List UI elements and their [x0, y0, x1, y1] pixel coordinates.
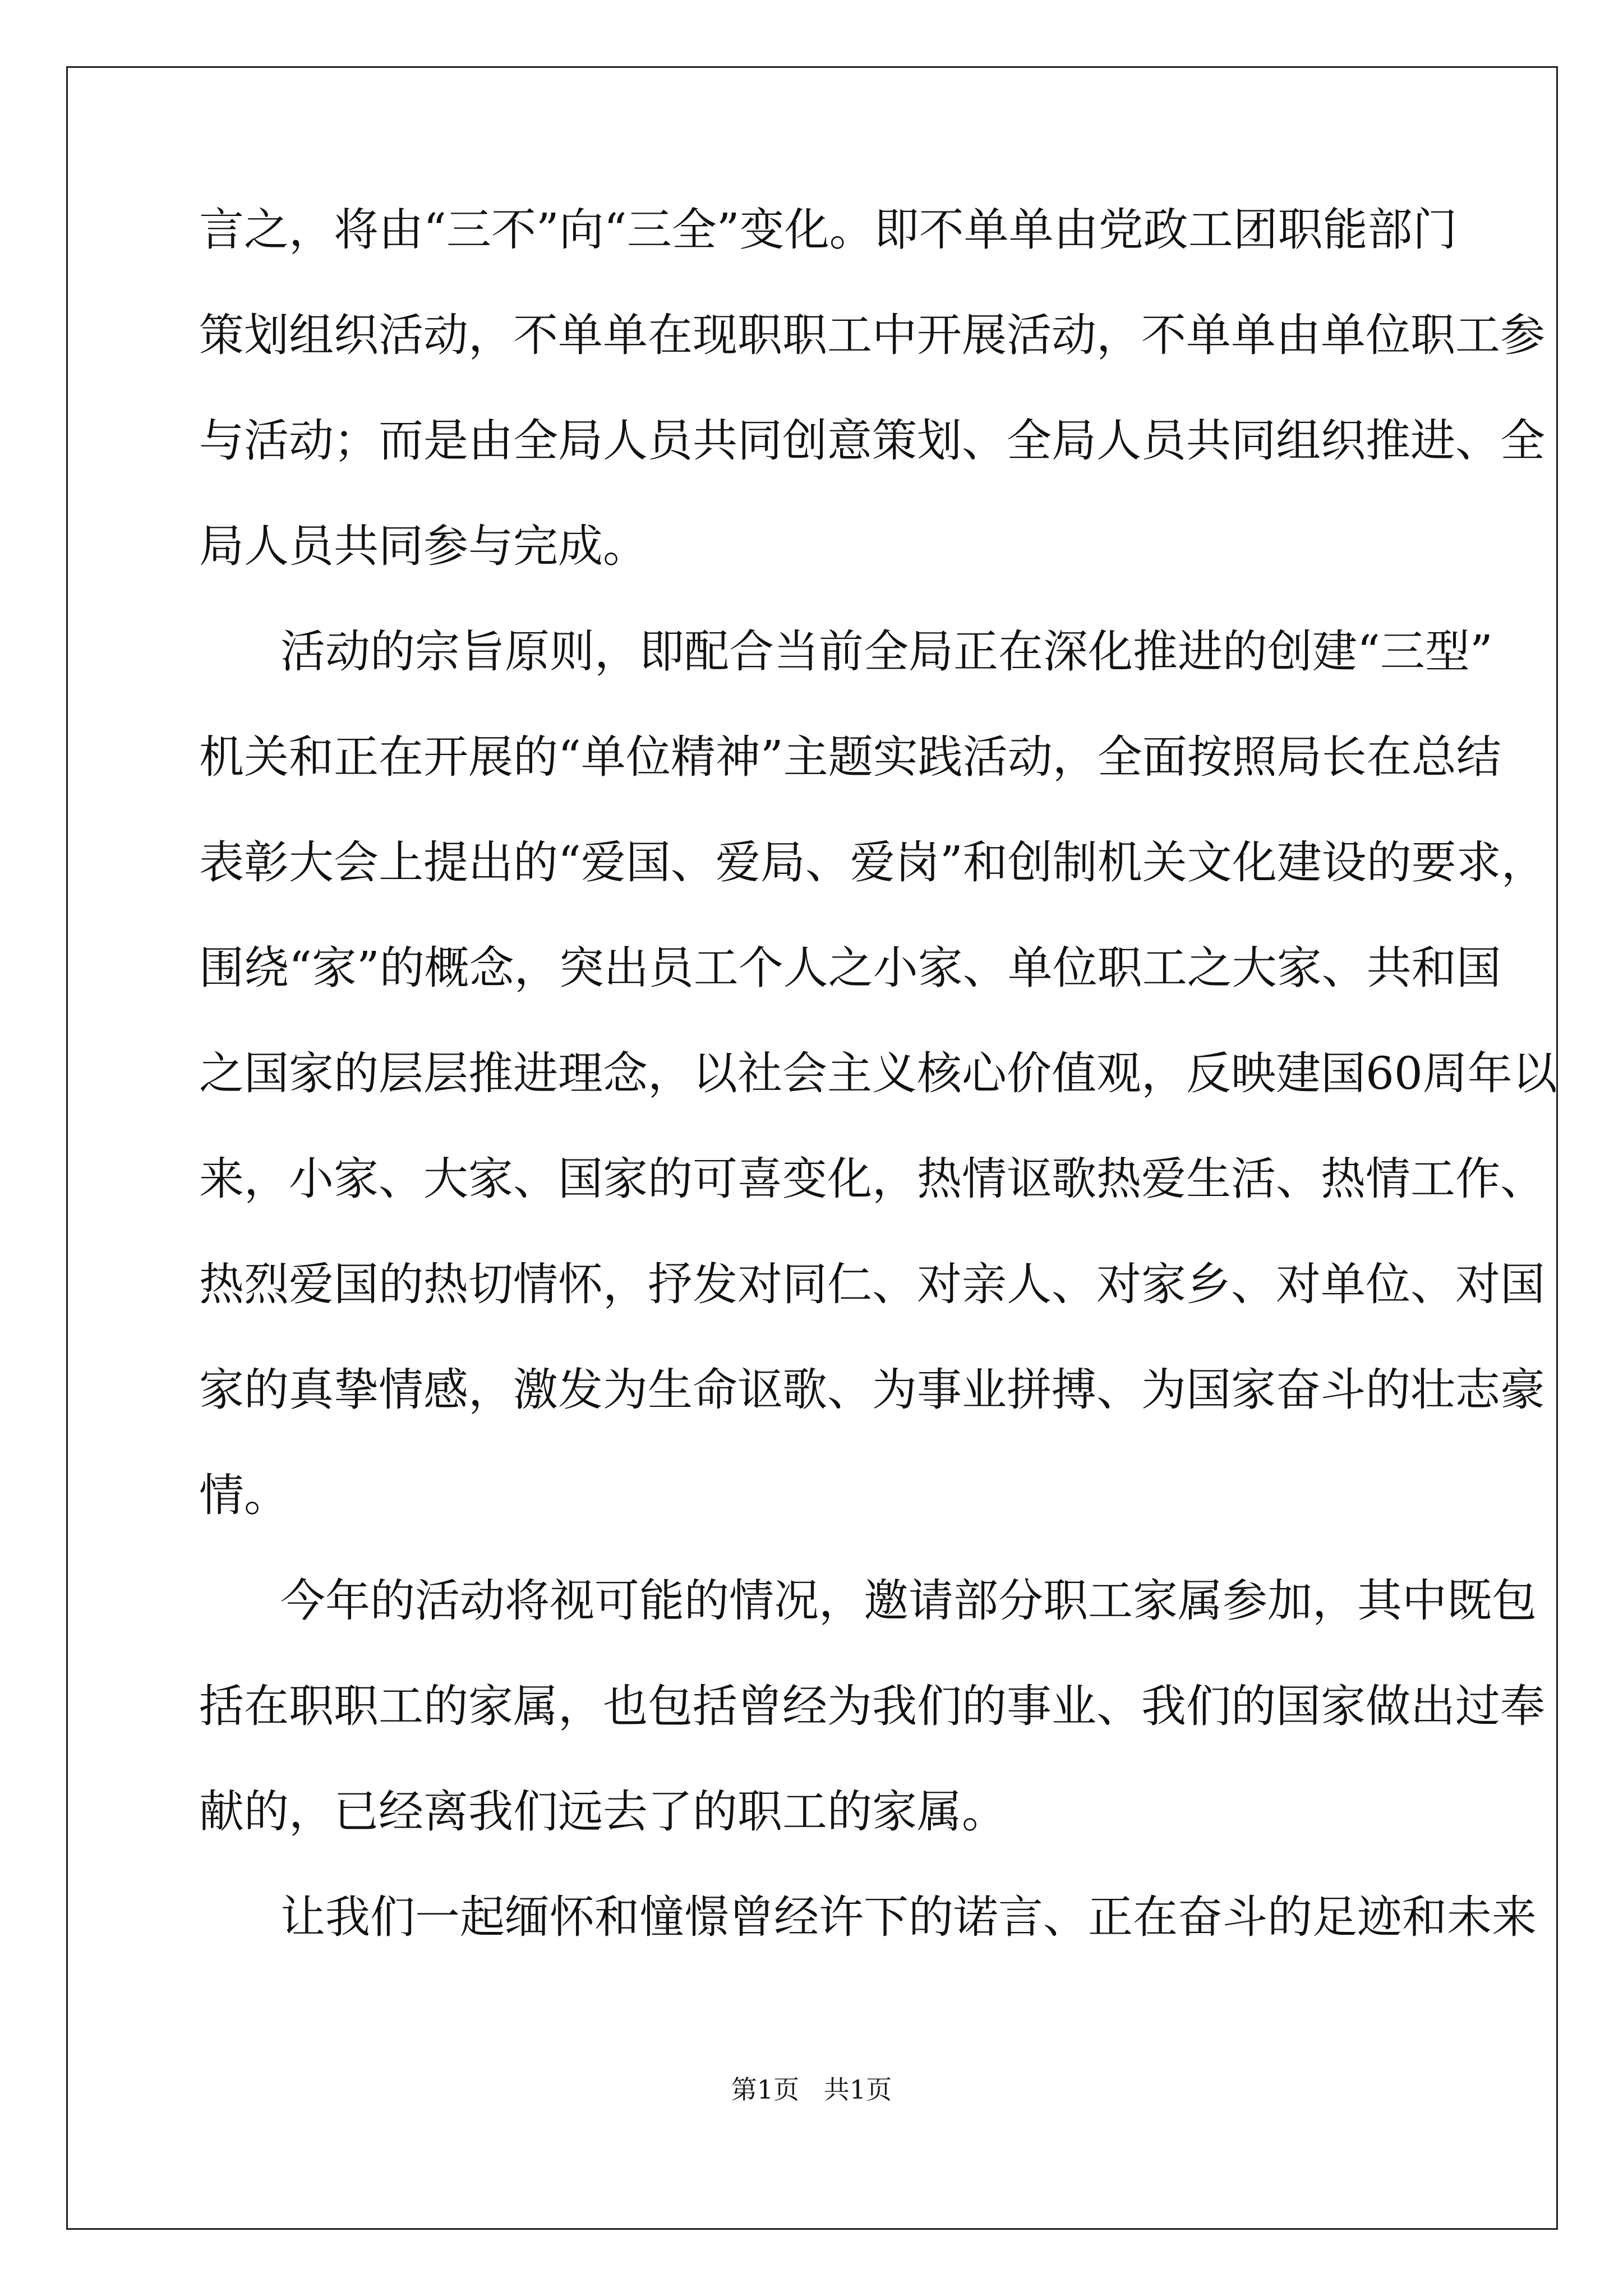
text-line: 家的真挚情感，激发为生命讴歌、为事业拼搏、为国家奋斗的壮志豪	[199, 1364, 1545, 1416]
text-line: 表彰大会上提出的“爱国、爱局、爱岗”和创制机关文化建设的要求，	[199, 836, 1546, 889]
text-line: 热烈爱国的热切情怀，抒发对同仁、对亲人、对家乡、对单位、对国	[199, 1258, 1545, 1310]
text-line: 活动的宗旨原则，即配合当前全局正在深化推进的创建“三型”	[280, 625, 1493, 678]
text-line: 机关和正在开展的“单位精神”主题实践活动，全面按照局长在总结	[199, 731, 1501, 783]
document-body	[199, 204, 1557, 2000]
text-line: 括在职职工的家属，也包括曾经为我们的事业、我们的国家做出过奉	[199, 1680, 1545, 1732]
text-line: 情。	[199, 1469, 289, 1521]
text-line: 策划组织活动，不单单在现职职工中开展活动，不单单由单位职工参	[199, 309, 1545, 361]
text-line: 局人员共同参与完成。	[199, 520, 648, 572]
text-line: 让我们一起缅怀和憧憬曾经许下的诺言、正在奋斗的足迹和未来	[280, 1891, 1537, 1943]
text-line: 来，小家、大家、国家的可喜变化，热情讴歌热爱生活、热情工作、	[199, 1153, 1545, 1205]
text-line: 言之，将由“三不”向“三全”变化。即不单单由党政工团职能部门	[199, 204, 1458, 256]
text-line: 献的，已经离我们远去了的职工的家属。	[199, 1786, 1007, 1838]
text-line: 今年的活动将视可能的情况，邀请部分职工家属参加，其中既包	[280, 1575, 1537, 1627]
text-line: 之国家的层层推进理念，以社会主义核心价值观，反映建国60周年以	[199, 1047, 1557, 1099]
page-number-footer: 第1页 共1页	[731, 2074, 892, 2105]
text-line: 与活动；而是由全局人员共同创意策划、全局人员共同组织推进、全	[199, 415, 1545, 467]
text-line: 围绕“家”的概念，突出员工个人之小家、单位职工之大家、共和国	[199, 942, 1501, 994]
